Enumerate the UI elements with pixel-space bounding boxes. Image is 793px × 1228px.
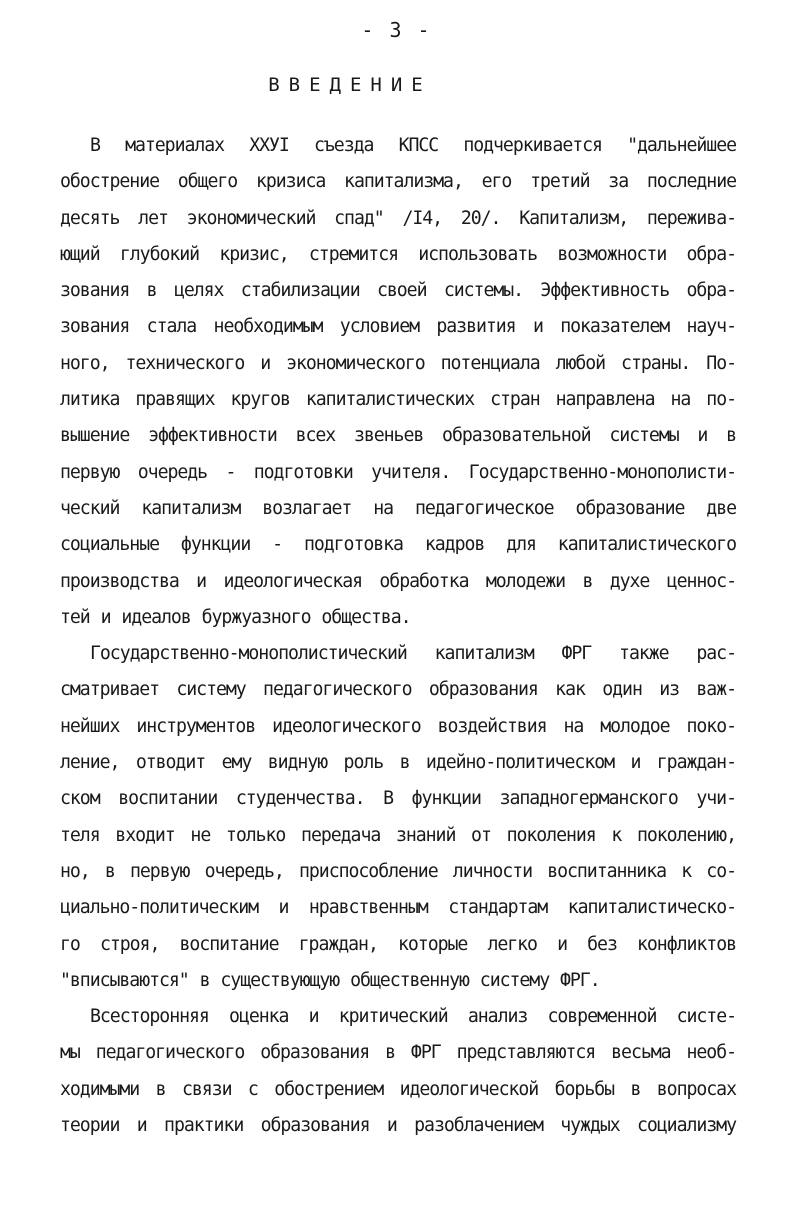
text-line: вышение эффективности всех звеньев образовательной системы и в: [60, 425, 736, 447]
text-line: сматривает систему педагогического образования как один из важ-: [60, 679, 736, 701]
page-number: - 3 -: [361, 18, 432, 42]
paragraph-1: [60, 128, 736, 636]
text-line: го строя, воспитание граждан, которые легко и без конфликтов: [60, 933, 736, 955]
text-line: ющий глубокий кризис, стремится использовать возможности обра-: [60, 243, 736, 265]
text-line: первую очередь - подготовки учителя. Государственно-монополисти-: [60, 461, 736, 483]
text-line: ческий капитализм возлагает на педагогическое образование две: [60, 497, 736, 519]
text-line: ление, отводит ему видную роль в идейно-политическом и граждан-: [60, 752, 736, 774]
text-line: мы педагогического образования в ФРГ представляются весьма необ-: [60, 1042, 736, 1064]
text-line: ного, технического и экономического потенциала любой страны. По-: [60, 352, 736, 374]
text-line: зования в целях стабилизации своей системы. Эффективность обра-: [60, 280, 736, 302]
text-line: циально-политическим и нравственным стандартам капиталистическо-: [60, 897, 736, 919]
text-line: литика правящих кругов капиталистических стран направлена на по-: [60, 389, 736, 411]
text-line: производства и идеологическая обработка молодежи в духе ценнос-: [60, 570, 736, 592]
text-line: зования стала необходимым условием развития и показателем науч-: [60, 316, 736, 338]
text-line: тей и идеалов буржуазного общества.: [60, 606, 411, 628]
text-line: социальные функции - подготовка кадров для капиталистического: [60, 534, 736, 556]
text-line: Государственно-монополистический капитализм ФРГ также рас-: [90, 643, 736, 665]
text-line: десять лет экономический спад" /I4, 20/. Капитализм, пережива-: [60, 207, 736, 229]
text-line: "вписываются" в существующую общественную систему ФРГ.: [60, 969, 600, 991]
paragraph-3: [60, 999, 736, 1144]
text-line: В материалах ХХУI съезда КПСС подчеркивается "дальнейшее: [90, 135, 736, 156]
text-line: теля входит не только передача знаний от поколения к поколению,: [60, 824, 736, 846]
text-line: ском воспитании студенчества. В функции западногерманского учи-: [60, 788, 736, 810]
body-text: [60, 128, 736, 1144]
text-line: ходимыми в связи с обострением идеологической борьбы в вопросах: [60, 1078, 736, 1100]
text-line: обострение общего кризиса капитализма, его третий за последние: [60, 171, 736, 193]
section-heading: ВВЕДЕНИЕ: [268, 74, 432, 96]
text-line: но, в первую очередь, приспособление личности воспитанника к со-: [60, 860, 736, 882]
text-line: теории и практики образования и разоблачением чуждых социализму: [60, 1115, 736, 1137]
text-line: Всесторонняя оценка и критический анализ современной систе-: [90, 1006, 736, 1028]
paragraph-2: [60, 636, 736, 999]
text-line: нейших инструментов идеологического воздействия на молодое поко-: [60, 715, 736, 737]
